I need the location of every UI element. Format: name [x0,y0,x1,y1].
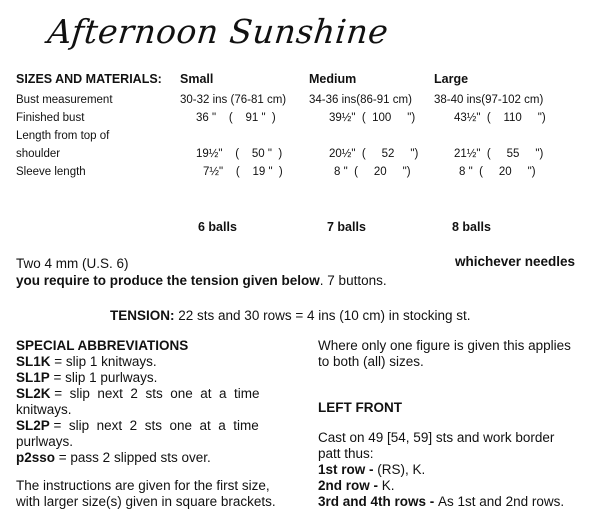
abbr-term: SL2P [16,418,50,433]
row-text: As 1st and 2nd rows. [438,494,565,509]
cell-small: 19½" ( 50 " ) [196,148,283,160]
list-item [318,462,564,478]
abbr-term: p2sso [16,450,56,465]
left-front-heading: LEFT FRONT [318,400,402,415]
abbr-term: SL1K [16,354,51,369]
table-row [0,148,600,166]
figure-note-line: to both (all) sizes. [318,354,424,369]
tension-line [110,308,471,323]
size-note-line: The instructions are given for the first size, [16,478,270,493]
abbr-def: = slip 1 knitways. [50,354,157,369]
abbreviations-heading: SPECIAL ABBREVIATIONS [16,338,189,353]
tension-label: TENSION: [110,308,175,323]
cell-large: 8 " ( 20 ") [459,166,536,178]
cell-medium: 39½" ( 100 ") [329,112,416,124]
balls-large: 8 balls [452,220,491,234]
sizes-header-row [0,72,600,90]
table-row [0,94,600,112]
size-note [16,478,276,510]
figure-note [318,338,571,370]
figure-note-line: Where only one figure is given this applies [318,338,571,353]
cell-small: 36 " ( 91 " ) [196,112,276,124]
abbr-def: knitways. [16,402,72,417]
row-label: 3rd and 4th rows - [318,494,439,509]
row-label: Length from top of [16,130,110,142]
cell-large: 38-40 ins(97-102 cm) [434,94,544,106]
cell-large: 21½" ( 55 ") [454,148,544,160]
abbr-def: purlways. [16,434,74,449]
list-item [16,370,298,386]
balls-medium: 7 balls [327,220,366,234]
size-medium-header: Medium [309,72,357,86]
list-item [318,494,564,510]
list-item [318,478,564,494]
row-text: K. [381,478,395,493]
list-item [16,434,298,450]
cell-large: 43½" ( 110 ") [454,112,546,124]
balls-small: 6 balls [198,220,237,234]
needles-line2-bold: you require to produce the tension given below [16,273,320,288]
tension-text: 22 sts and 30 rows = 4 ins (10 cm) in stocking st. [174,308,471,323]
yarn-balls-row [0,220,600,238]
table-row [0,166,600,184]
sizes-heading: SIZES AND MATERIALS: [16,72,162,86]
abbreviations-list [16,354,298,466]
list-item [16,354,298,370]
abbr-def: = slip 1 purlways. [49,370,158,385]
abbr-term: SL1P [16,370,50,385]
cell-small: 7½" ( 19 " ) [203,166,283,178]
cast-on-line: Cast on 49 [54, 59] sts and work border [318,430,555,445]
size-large-header: Large [434,72,469,86]
size-note-line: with larger size(s) given in square brackets. [16,494,276,509]
abbr-def: = slip next 2 sts one at a time [50,386,260,401]
row-label: Finished bust [16,112,85,124]
row-text: (RS), K. [377,462,426,477]
table-row [0,112,600,130]
table-row [0,130,600,148]
abbr-term: SL2K [16,386,51,401]
cast-on-line: patt thus: [318,446,374,461]
list-item [16,418,298,434]
abbr-def: = slip next 2 sts one at a time [49,418,259,433]
abbr-def: = pass 2 slipped sts over. [55,450,211,465]
row-label: 2nd row - [318,478,382,493]
size-small-header: Small [180,72,214,86]
left-front-instructions [318,430,564,510]
needles-line2-rest: . 7 buttons. [319,273,387,288]
list-item [16,402,298,418]
list-item [16,450,298,466]
row-label: 1st row - [318,462,378,477]
needles-line1: Two 4 mm (U.S. 6) [16,256,129,271]
cell-medium: 34-36 ins(86-91 cm) [309,94,412,106]
row-label: shoulder [16,148,61,160]
cell-medium: 20½" ( 52 ") [329,148,419,160]
needles-line2 [16,273,387,288]
row-label: Sleeve length [16,166,86,178]
needles-line1-right: whichever needles [455,254,576,269]
cell-medium: 8 " ( 20 ") [334,166,411,178]
row-label: Bust measurement [16,94,113,106]
list-item [16,386,298,402]
pattern-title: Afternoon Sunshine [45,12,391,51]
cell-small: 30-32 ins (76-81 cm) [180,94,287,106]
